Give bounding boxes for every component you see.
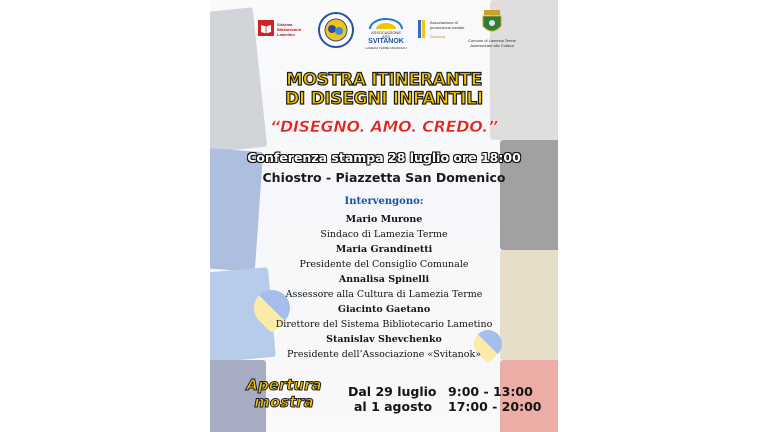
opening-hours [448, 384, 541, 414]
opening-label-line-1: Apertura [246, 376, 322, 394]
speakers-list [210, 212, 558, 362]
comune-text: Comune di Lamezia Terme Assessorato alla Cultura [468, 38, 516, 48]
opening-dates [348, 384, 436, 414]
speaker-role: Assessore alla Cultura di Lamezia Terme [285, 289, 483, 300]
opening-hours-morning: 9:00 - 13:00 [448, 384, 533, 399]
svitanok-sub: LAMEZIA TERME UKRAINIAN [365, 46, 407, 50]
comune-logo [468, 10, 516, 54]
sunrise-icon [360, 17, 412, 31]
conference-info: Conferenza stampa 28 luglio ore 18:00 [247, 150, 521, 165]
speaker-name: Giacinto Gaetano [337, 304, 431, 315]
opening-dates-to: al 1 agosto [354, 399, 433, 414]
svitanok-logo [360, 16, 412, 52]
associazione-logo [416, 18, 466, 48]
title-line-2: DI DISEGNI INFANTILI [285, 89, 483, 109]
opening-label [236, 377, 332, 411]
speaker-name: Annalisa Spinelli [338, 274, 430, 285]
coat-of-arms-icon [481, 10, 503, 36]
book-icon [258, 20, 274, 36]
title-line-1: MOSTRA ITINERANTE [285, 70, 483, 90]
logos-row [210, 10, 558, 54]
svitanok-name: SVITANOK [368, 38, 404, 45]
associazione-sub: Svitanok [430, 34, 446, 39]
sbl-logo-text: Sistema Bibliotecario Lametino [277, 22, 302, 37]
speaker-role: Presidente del Consiglio Comunale [299, 259, 469, 270]
intervengono-heading: Intervengono: [344, 196, 424, 207]
svitanok-aps: APS [381, 34, 390, 39]
speaker-role: Presidente dell’Associazione «Svitanok» [286, 349, 482, 360]
wheat-icon [416, 18, 428, 40]
seal-logo [318, 12, 354, 52]
associazione-text: Associazione di promozione sociale [430, 20, 465, 30]
speaker-name: Mario Murone [345, 214, 423, 225]
title-quote: “DISEGNO. AMO. CREDO.” [270, 117, 498, 136]
seal-icon [318, 12, 354, 48]
svitanok-top: ASSOCIAZIONE [370, 30, 401, 35]
event-poster [210, 0, 558, 432]
sbl-logo [258, 20, 318, 44]
opening-dates-from: Dal 29 luglio [348, 384, 437, 399]
speaker-name: Maria Grandinetti [335, 244, 433, 255]
opening-hours-afternoon: 17:00 - 20:00 [448, 399, 542, 414]
opening-label-line-2: mostra [254, 393, 314, 411]
speaker-role: Direttore del Sistema Bibliotecario Lametino [275, 319, 493, 330]
speaker-role: Sindaco di Lamezia Terme [320, 229, 448, 240]
speaker-name: Stanislav Shevchenko [326, 334, 442, 345]
location: Chiostro - Piazzetta San Domenico [262, 170, 506, 185]
